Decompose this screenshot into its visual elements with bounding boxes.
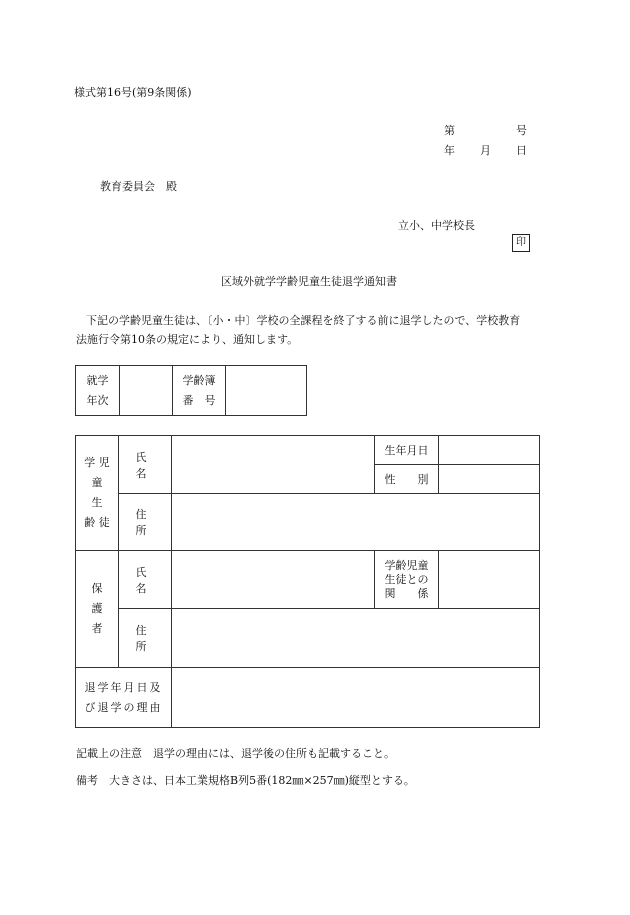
doc-number-go: 号 — [516, 124, 527, 137]
student-address-label: 住 所 — [119, 494, 172, 551]
student-name-cell[interactable] — [172, 436, 375, 494]
seal-mark: 印 — [512, 234, 530, 252]
student-info-table — [75, 435, 540, 728]
student-address-cell[interactable] — [172, 494, 540, 551]
withdrawal-cell[interactable] — [172, 668, 540, 728]
register-number-label: 学齢簿 番 号 — [173, 366, 226, 416]
student-group-label: 学 児 童 生 齢 徒 — [76, 436, 119, 551]
sender: 立小、中学校長 — [398, 219, 475, 232]
relation-label: 学齢児童 生徒との 関 係 — [375, 551, 439, 609]
sex-label: 性 別 — [375, 465, 439, 494]
withdrawal-label: 退学年月日及 び退学の理由 — [76, 668, 172, 728]
relation-cell[interactable] — [439, 551, 540, 609]
date-year: 年 — [444, 144, 455, 157]
note-caution: 記載上の注意 退学の理由には、退学後の住所も記載すること。 — [76, 747, 395, 760]
enrollment-table — [75, 365, 307, 416]
body-text-line2: 法施行令第10条の規定により、通知します。 — [76, 333, 299, 346]
form-number: 様式第16号(第9条関係) — [74, 86, 192, 99]
year-label: 就学 年次 — [76, 366, 120, 416]
guardian-name-cell[interactable] — [172, 551, 375, 609]
guardian-address-cell[interactable] — [172, 609, 540, 668]
guardian-address-label: 住 所 — [119, 609, 172, 668]
sex-cell[interactable] — [439, 465, 540, 494]
guardian-name-label: 氏 名 — [119, 551, 172, 609]
addressee: 教育委員会 殿 — [100, 180, 177, 193]
note-remarks: 備考 大きさは、日本工業規格B列5番(182㎜×257㎜)縦型とする。 — [76, 774, 415, 787]
date-month: 月 — [480, 144, 491, 157]
guardian-group-label: 保 護 者 — [76, 551, 119, 668]
register-number-cell[interactable] — [226, 366, 307, 416]
document-title: 区域外就学学齢児童生徒退学通知書 — [221, 275, 397, 288]
year-value-cell[interactable] — [120, 366, 173, 416]
birthdate-label: 生年月日 — [375, 436, 439, 465]
student-name-label: 氏 名 — [119, 436, 172, 494]
body-text-line1: 下記の学齢児童生徒は、〔小・中〕学校の全課程を終了する前に退学したので、学校教育 — [86, 314, 521, 327]
birthdate-cell[interactable] — [439, 436, 540, 465]
date-day: 日 — [516, 144, 527, 157]
doc-number-dai: 第 — [444, 124, 455, 137]
